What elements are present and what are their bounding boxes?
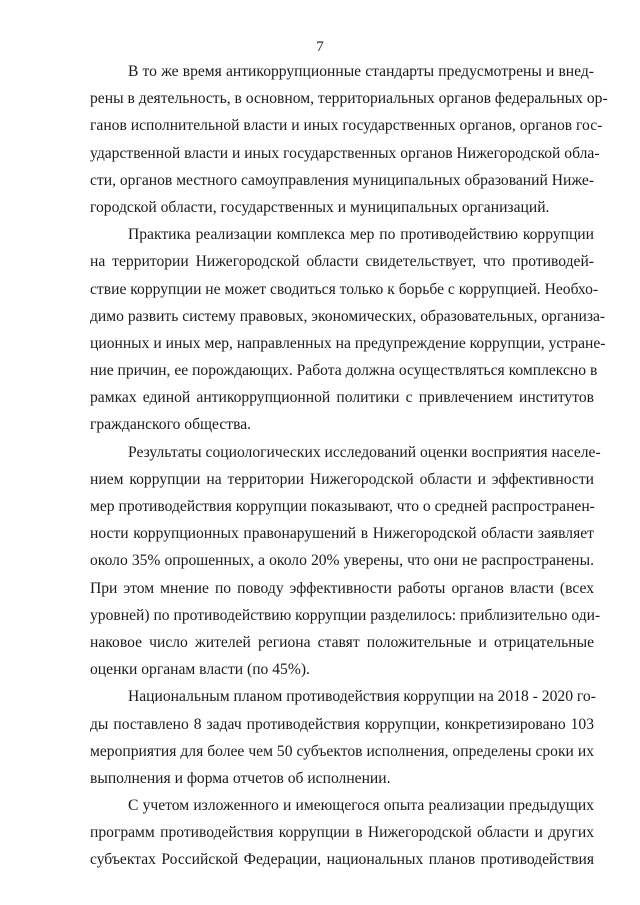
text-line: ганов исполнительной власти и иных государственных органов, органов гос- [90,117,603,135]
text-line: рамках единой антикоррупционной политики с привлечением институтов [90,389,594,407]
text-line: ционных и иных мер, направленных на предупреждение коррупции, устране- [90,334,606,352]
text-line: ударственной власти и иных государственных органов Нижегородской обла- [90,144,600,162]
text-line: димо развить систему правовых, экономических, образовательных, организа- [90,307,606,325]
text-line: ды поставлено 8 задач противодействия коррупции, конкретизировано 103 [90,715,594,733]
text-line: программ противодействия коррупции в Нижегородской области и других [90,824,594,842]
text-line: ствие коррупции не может сводиться только к борьбе с коррупцией. Необхо- [90,280,599,298]
text-line: сти, органов местного самоуправления муниципальных образований Ниже- [90,171,595,189]
paragraph-2 [90,221,606,439]
text-line: субъектах Российской Федерации, национальных планов противодействия [90,851,594,869]
text-line: ности коррупционных правонарушений в Нижегородской области заявляет [90,525,594,543]
text-line: Национальным планом противодействия коррупции на 2018 - 2020 го- [128,688,596,706]
text-line: гражданского общества. [90,416,252,434]
text-line: городской области, государственных и муниципальных организаций. [90,198,550,216]
text-line: наковое число жителей региона ставят положительные и отрицательные [90,633,594,651]
text-line: около 35% опрошенных, а около 20% уверены, что они не распространены. [90,552,594,570]
text-line: мероприятия для более чем 50 субъектов исполнения, определены сроки их [90,742,594,760]
document-body [90,58,608,874]
paragraph-1 [90,58,608,221]
text-line: уровней) по противодействию коррупции разделилось: приблизительно оди- [90,606,601,624]
text-line: С учетом изложенного и имеющегося опыта реализации предыдущих [128,797,594,815]
text-line: нием коррупции на территории Нижегородской области и эффективности [90,470,594,488]
text-line: выполнения и форма отчетов об исполнении. [90,769,391,787]
text-line: При этом мнение по поводу эффективности работы органов власти (всех [90,579,594,597]
paragraph-3 [90,439,601,684]
page-number: 7 [316,39,324,55]
text-line: мер противодействия коррупции показывают, что о средней распространен- [90,498,595,515]
paragraph-5 [90,792,594,874]
text-line: на территории Нижегородской области свидетельствует, что противодей- [90,253,594,271]
text-line: Практика реализации комплекса мер по противодействию коррупции [128,226,594,244]
text-line: ние причин, ее порождающих. Работа должна осуществляться комплексно в [90,362,598,380]
text-line: В то же время антикоррупционные стандарты предусмотрены и внед- [128,63,594,80]
text-line: Результаты социологических исследований оценки восприятия населе- [128,443,601,461]
text-line: рены в деятельность, в основном, территориальных органов федеральных ор- [90,90,608,108]
paragraph-4 [90,683,594,792]
text-line: оценки органам власти (по 45%). [90,661,310,679]
